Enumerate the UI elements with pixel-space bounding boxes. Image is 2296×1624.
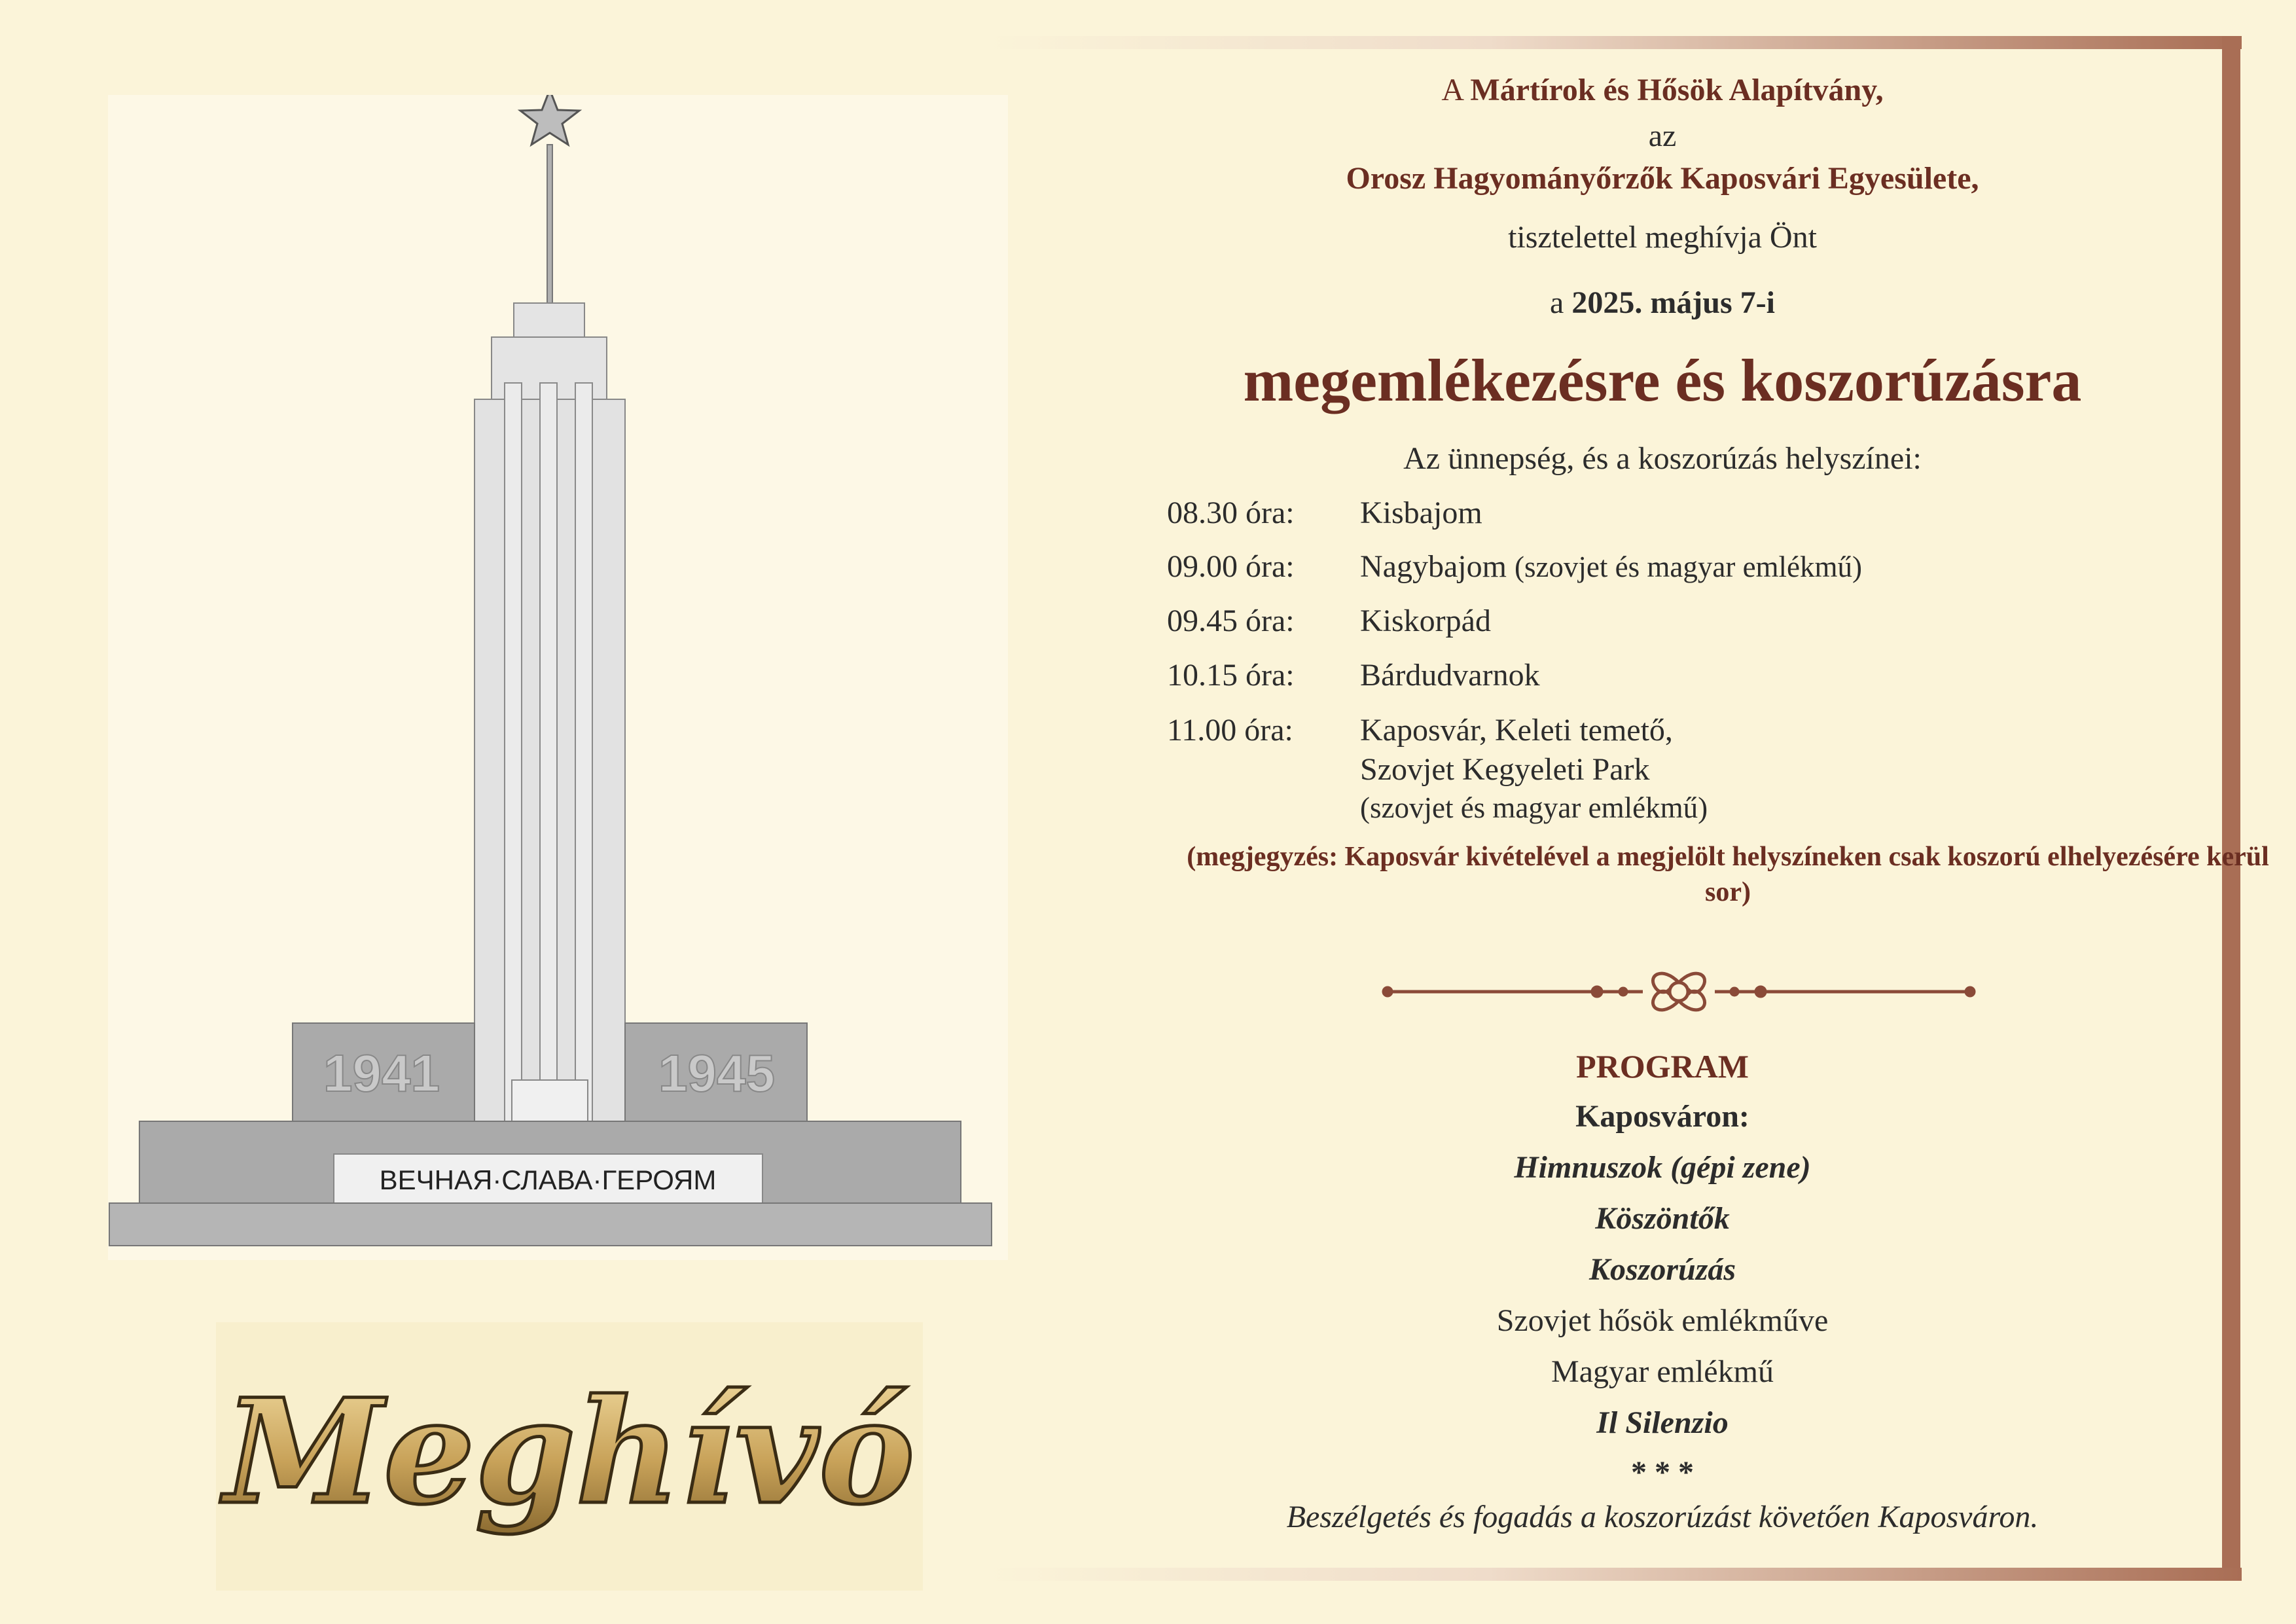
- schedule-time: 08.30 óra:: [1167, 496, 1295, 530]
- program-item: Koszorúzás: [1588, 1252, 1736, 1287]
- schedule-time: 09.45 óra:: [1167, 604, 1295, 638]
- frame-top-border: [985, 36, 2242, 49]
- ornament-dot: [1755, 986, 1767, 998]
- schedule-time: 09.00 óra:: [1167, 549, 1295, 584]
- header-date-line: [1021, 285, 2296, 321]
- ornament-divider: [1381, 962, 1977, 1021]
- date-prefix: a: [1550, 285, 1572, 320]
- ornament-dot: [1619, 987, 1628, 996]
- ornament-dot: [1965, 986, 1975, 997]
- schedule-place: Nagybajom: [1360, 549, 1507, 584]
- monument-spire-pole: [547, 145, 552, 303]
- monument-tower-rib: [505, 383, 522, 1178]
- foundation-name: Mártírok és Hősök Alapítvány,: [1470, 73, 1884, 107]
- program-subheading: Kaposváron:: [1575, 1099, 1749, 1134]
- monument-tower-rib: [540, 383, 557, 1178]
- locations-heading: Az ünnepség, és a koszorúzás helyszínei:: [1403, 441, 1922, 476]
- ornament-dot: [1730, 987, 1739, 996]
- monument-plinth-base: [109, 1203, 992, 1246]
- cover-title-panel: [216, 1322, 923, 1591]
- program-closing: Beszélgetés és fogadás a koszorúzást követően Kaposváron.: [1286, 1500, 2039, 1534]
- monument-year-left: 1941: [323, 1044, 440, 1102]
- program-separator: * * *: [1631, 1455, 1694, 1490]
- header-invite-line: tisztelettel meghívja Önt: [1508, 220, 1817, 255]
- header-line-foundation: [1021, 72, 2296, 108]
- header-prefix: A: [1441, 73, 1471, 107]
- schedule-place-note: (szovjet és magyar emlékmű): [1514, 550, 1863, 583]
- schedule-time: 10.15 óra:: [1167, 658, 1295, 693]
- schedule-place-row: [1360, 549, 1862, 585]
- program-item: Magyar emlékmű: [1551, 1354, 1774, 1389]
- cover-title: Meghívó: [224, 1367, 915, 1536]
- monument-inscription: ВЕЧНАЯ·СЛАВА·ГЕРОЯМ: [379, 1164, 717, 1195]
- schedule-place: Kaposvár, Keleti temető,: [1360, 713, 1673, 748]
- event-date: 2025. május 7-i: [1571, 285, 1775, 320]
- monument-tier-top: [514, 303, 584, 337]
- program-item: Il Silenzio: [1596, 1405, 1729, 1440]
- schedule-place-line2: Szovjet Kegyeleti Park: [1360, 752, 1650, 787]
- star-icon: [520, 95, 579, 145]
- header-line-az: az: [1648, 118, 1677, 153]
- schedule-place: Kiskorpád: [1360, 604, 1491, 638]
- monument-illustration: [108, 95, 1008, 1260]
- schedule-place: Kisbajom: [1360, 496, 1482, 530]
- ornament-dot: [1382, 986, 1393, 997]
- monument-year-right: 1945: [658, 1044, 775, 1102]
- schedule-place-note: (szovjet és magyar emlékmű): [1360, 791, 1708, 824]
- association-name: Orosz Hagyományőrzők Kaposvári Egyesülete,: [1346, 161, 1979, 196]
- ornament-center-flourish: [1653, 973, 1704, 1010]
- schedule-note: (megjegyzés: Kaposvár kivételével a megjelölt helyszíneken csak koszorú elhelyezésére kerül sor): [1187, 842, 2269, 907]
- monument-panel: [108, 95, 1008, 1260]
- frame-right-border: [2222, 36, 2240, 1581]
- monument-tower-rib: [575, 383, 592, 1178]
- frame-bottom-border: [985, 1568, 2242, 1581]
- program-item: Köszöntők: [1595, 1201, 1730, 1236]
- ornament-dot: [1591, 986, 1603, 998]
- program-item: Himnuszok (gépi zene): [1514, 1150, 1811, 1185]
- cover-title-art: [216, 1322, 923, 1591]
- program-heading: PROGRAM: [1576, 1048, 1749, 1085]
- program-item: Szovjet hősök emlékműve: [1496, 1303, 1829, 1338]
- monument-door: [512, 1080, 588, 1123]
- schedule-time: 11.00 óra:: [1167, 713, 1293, 748]
- schedule-place: Bárdudvarnok: [1360, 658, 1540, 693]
- event-title: megemlékezésre és koszorúzásra: [1243, 347, 2082, 414]
